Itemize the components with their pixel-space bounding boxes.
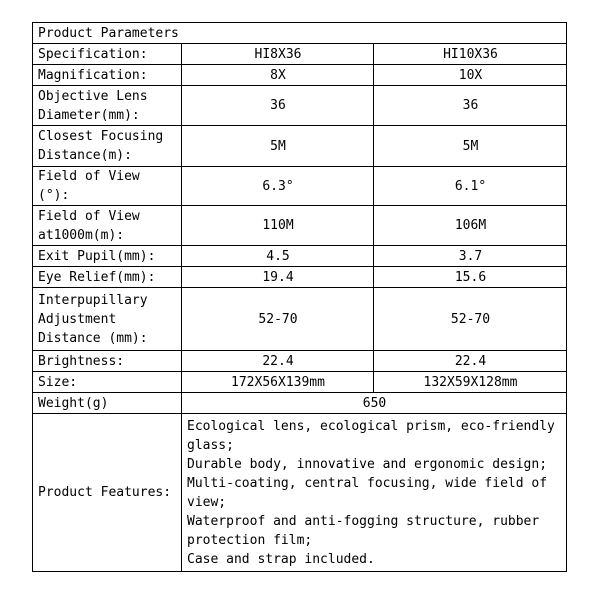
row-label-line: Field of View (°): (38, 169, 140, 203)
table-title: Product Parameters (33, 23, 567, 44)
feature-line: Ecological lens, ecological prism, eco-friendly (187, 418, 555, 434)
row-label-line: Specification: (38, 46, 148, 62)
model-b-value: 52-70 (374, 288, 567, 351)
row-label (33, 206, 182, 246)
model-b-value: 132X59X128mm (374, 372, 567, 393)
feature-line: Case and strap included. (187, 551, 375, 567)
table-row (33, 246, 567, 267)
model-b-value: 15.6 (374, 267, 567, 288)
row-label (33, 267, 182, 288)
row-label-line: Field of View (38, 208, 140, 224)
model-a-value: 8X (182, 65, 374, 86)
model-b-value: 22.4 (374, 351, 567, 372)
model-b-value: HI10X36 (374, 44, 567, 65)
table-row (33, 267, 567, 288)
model-b-value: 3.7 (374, 246, 567, 267)
weight-label: Weight(g) (33, 393, 182, 414)
row-label-line: Size: (38, 374, 78, 390)
row-label-line: Adjustment (38, 311, 117, 327)
row-label-line: Diameter(mm): (38, 107, 140, 123)
features-text (182, 414, 567, 572)
model-b-value: 10X (374, 65, 567, 86)
row-label (33, 288, 182, 351)
weight-value: 650 (182, 393, 567, 414)
table-row (33, 372, 567, 393)
feature-line: protection film; (187, 532, 313, 548)
model-b-value: 36 (374, 86, 567, 126)
row-label (33, 351, 182, 372)
row-label-line: Eye Relief(mm): (38, 269, 156, 285)
row-label-line: at1000m(m): (38, 227, 125, 243)
features-row (33, 414, 567, 572)
model-b-value: 6.1° (374, 167, 567, 206)
row-label (33, 86, 182, 126)
row-label (33, 246, 182, 267)
model-a-value: 6.3° (182, 167, 374, 206)
feature-line: glass; (187, 437, 234, 453)
row-label (33, 372, 182, 393)
feature-line: Waterproof and anti-fogging structure, rubber (187, 513, 540, 529)
table-row (33, 167, 567, 206)
model-a-value: 19.4 (182, 267, 374, 288)
model-a-value: 4.5 (182, 246, 374, 267)
row-label (33, 167, 182, 206)
row-label-line: Objective Lens (38, 88, 148, 104)
table-row (33, 44, 567, 65)
feature-line: view; (187, 494, 227, 510)
table-row (33, 206, 567, 246)
features-label: Product Features: (33, 414, 182, 572)
row-label (33, 44, 182, 65)
model-b-value: 5M (374, 126, 567, 167)
model-b-value: 106M (374, 206, 567, 246)
product-parameters-table (32, 22, 567, 572)
table-row (33, 65, 567, 86)
model-a-value: 22.4 (182, 351, 374, 372)
row-label-line: Magnification: (38, 67, 148, 83)
row-label-line: Distance (mm): (38, 330, 148, 346)
row-label-line: Closest Focusing (38, 129, 164, 144)
feature-line: Multi-coating, central focusing, wide field of (187, 475, 548, 491)
model-a-value: 110M (182, 206, 374, 246)
title-row (33, 23, 567, 44)
row-label-line: Brightness: (38, 353, 125, 369)
table-row (33, 86, 567, 126)
row-label-line: Exit Pupil(mm): (38, 248, 156, 264)
model-a-value: 36 (182, 86, 374, 126)
model-a-value: 52-70 (182, 288, 374, 351)
row-label-line: Distance(m): (38, 148, 132, 163)
table-row (33, 126, 567, 167)
row-label (33, 65, 182, 86)
model-a-value: 172X56X139mm (182, 372, 374, 393)
row-label (33, 126, 182, 167)
weight-row (33, 393, 567, 414)
table-row (33, 288, 567, 351)
feature-line: Durable body, innovative and ergonomic design; (187, 456, 548, 472)
row-label-line: Interpupillary (38, 292, 148, 308)
model-a-value: 5M (182, 126, 374, 167)
table-row (33, 351, 567, 372)
model-a-value: HI8X36 (182, 44, 374, 65)
